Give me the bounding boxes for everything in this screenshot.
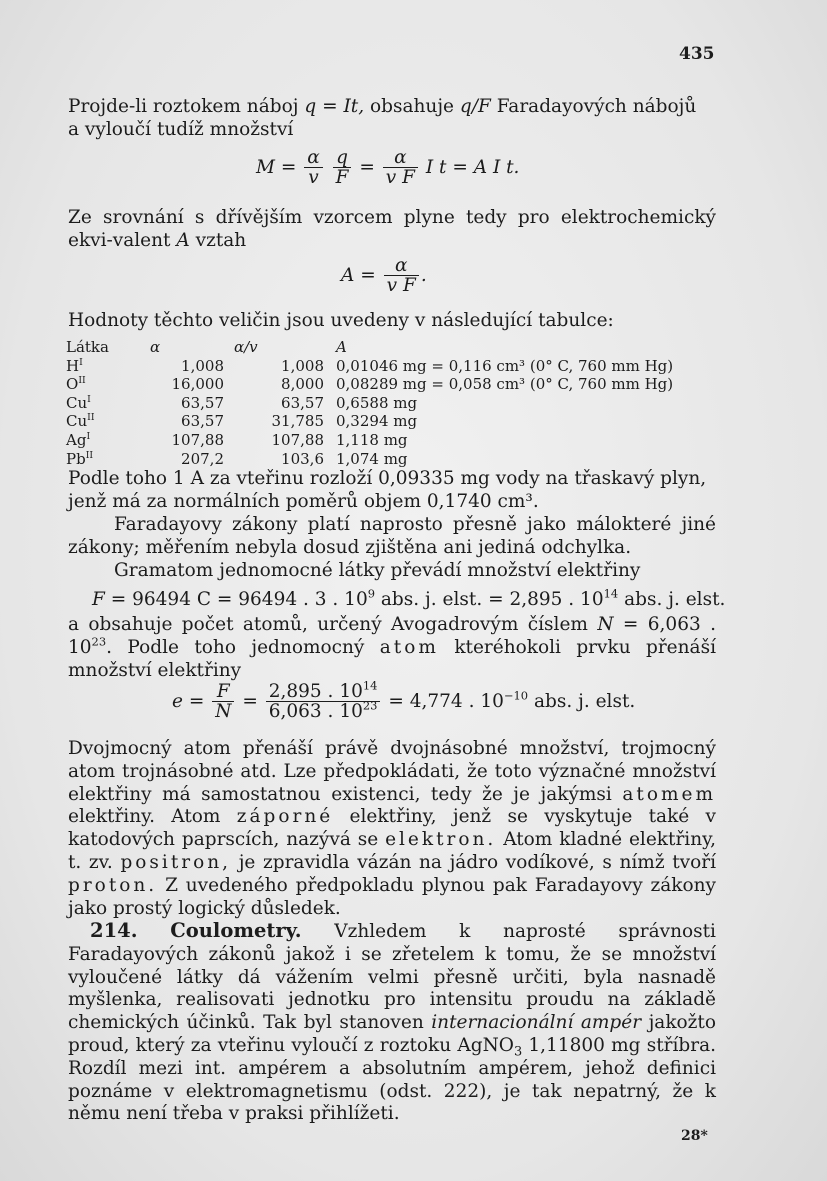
- text: Z uvedeného předpokladu plynou pak Faradayovy zákony jako prostý logický důsledek.: [68, 874, 716, 919]
- frac-den: v F: [386, 275, 416, 297]
- fraction: [266, 678, 381, 723]
- frac-den: v F: [385, 167, 415, 189]
- cell-element: [66, 357, 83, 376]
- eq-part: abs. j. elst. = 2,895 . 10: [375, 589, 604, 610]
- math-N: N: [597, 614, 614, 635]
- element-symbol: Pb: [66, 449, 86, 468]
- spaced-term: záporné: [236, 806, 334, 828]
- fraction: [333, 148, 352, 188]
- valence: I: [86, 430, 91, 442]
- eq-part: abs. j. elst.: [618, 589, 726, 610]
- element-symbol: H: [66, 356, 80, 375]
- text: je zpravidla vázán na jádro vodíkové, s nímž tvoří: [238, 851, 716, 873]
- cell-element: [66, 450, 93, 469]
- eq-dot: .: [420, 264, 427, 286]
- equation-1: [256, 148, 519, 188]
- cell-alpha: 107,88: [171, 430, 224, 449]
- number: 6,063 . 10: [268, 701, 363, 723]
- eq-lhs: M =: [256, 156, 297, 178]
- frac-num: α: [304, 148, 323, 168]
- frac-den: N: [215, 701, 232, 723]
- cell-alpha-v: 8,000: [281, 375, 324, 394]
- text: obsahuje: [369, 96, 455, 117]
- text: jakožto proud, který za vteřinu vyloučí z roztoku AgNO: [68, 1012, 716, 1056]
- text: elektřiny. Atom: [68, 806, 221, 828]
- cell-alpha: 63,57: [181, 412, 224, 431]
- eq-part: = 96494 C = 96494 . 3 . 10: [110, 589, 368, 610]
- cell-alpha: 1,008: [181, 356, 224, 375]
- valence: II: [85, 449, 94, 461]
- valence: II: [87, 412, 95, 424]
- exponent: 9: [367, 586, 376, 601]
- text: Faradayových nábojů: [496, 96, 697, 117]
- para-1-line-2: a vyloučí tudíž množství: [68, 119, 294, 140]
- text: a obsahuje počet atomů, určený Avogadrovým číslem: [68, 614, 588, 635]
- math-qF: q/F: [459, 96, 491, 117]
- exponent: 23: [91, 634, 107, 649]
- cell-A: 0,01046 mg = 0,116 cm³ (0° C, 760 mm Hg): [336, 356, 674, 375]
- section-number: 214.: [90, 919, 138, 942]
- para-1-line-1: [68, 96, 696, 119]
- col-header: A: [336, 338, 347, 356]
- cell-alpha-v: 103,6: [281, 449, 324, 468]
- eq-lhs: e =: [172, 690, 205, 712]
- exponent: 14: [603, 586, 619, 601]
- section-214: [68, 920, 716, 1126]
- cell-A: 1,118 mg: [336, 430, 408, 449]
- eq-tail: I t = A I t.: [425, 156, 520, 178]
- frac-num: α: [384, 256, 419, 276]
- element-symbol: O: [66, 375, 79, 394]
- cell-A: 0,6588 mg: [336, 393, 418, 412]
- eq-lhs: F: [92, 589, 105, 610]
- valence: II: [78, 375, 86, 387]
- exponent: 23: [362, 698, 378, 713]
- para-4: Faradayovy zákony platí naprosto přesně jako málokteré jiné zákony; měřením nebyla dosud zjištěna ani jediná odchylka.: [68, 514, 716, 558]
- spaced-term: elektron.: [385, 829, 497, 851]
- element-symbol: Ag: [66, 430, 87, 449]
- text: kteréhokoli prvku přenáší množství elektřiny: [68, 636, 716, 681]
- text: elektřiny, jenž se vyskytuje také v katodových paprscích, nazývá se: [68, 806, 716, 851]
- para-2: [68, 207, 716, 253]
- cell-alpha: 207,2: [181, 449, 224, 468]
- element-symbol: Cu: [66, 393, 88, 412]
- element-symbol: Cu: [66, 412, 88, 431]
- cell-alpha-v: 31,785: [271, 412, 324, 431]
- spaced-term: positron,: [120, 851, 232, 873]
- subscript: 3: [513, 1044, 523, 1060]
- col-header: α: [150, 338, 161, 356]
- col-header: α/v: [234, 338, 258, 356]
- italic-term: internacionální ampér: [431, 1012, 642, 1034]
- frac-num: α: [383, 148, 418, 168]
- para-7: [68, 738, 716, 920]
- cell-alpha: 16,000: [171, 375, 224, 394]
- frac-den: F: [335, 167, 349, 189]
- spaced-term: proton.: [68, 874, 158, 896]
- frac-den: [266, 698, 381, 723]
- cell-alpha: 63,57: [181, 393, 224, 412]
- exponent: −10: [503, 688, 529, 703]
- frac-den: v: [308, 167, 319, 189]
- cell-alpha-v: 63,57: [281, 393, 324, 412]
- page-number: 435: [679, 44, 715, 64]
- eq-part: abs. j. elst.: [528, 690, 636, 712]
- text: vztah: [195, 229, 247, 251]
- para-3-line-2: jenž má za normálních poměrů objem 0,1740 cm³.: [68, 491, 539, 512]
- cell-alpha-v: 1,008: [281, 356, 324, 375]
- number: 2,895 . 10: [268, 681, 363, 702]
- spaced-term: atomem: [622, 783, 716, 805]
- equation-3: [92, 586, 726, 612]
- col-header: Látka: [66, 338, 109, 356]
- eq-sign: =: [359, 156, 375, 178]
- spaced-term: atom: [379, 636, 439, 658]
- fraction: [304, 148, 323, 188]
- cell-A: 0,3294 mg: [336, 412, 418, 431]
- para-3-line-1: Podle toho 1 A za vteřinu rozloží 0,09335 mg vody na třaskavý plyn,: [68, 468, 707, 489]
- eq-lhs: A =: [341, 264, 376, 286]
- text: Projde-li roztokem náboj: [68, 96, 299, 117]
- fraction: [383, 148, 418, 188]
- cell-element: [66, 394, 91, 413]
- para-5: Gramatom jednomocné látky převádí množství elektřiny: [114, 560, 641, 581]
- fraction: [384, 256, 419, 296]
- eq-part: = 4,774 . 10: [388, 690, 504, 712]
- cell-element: [66, 431, 90, 450]
- section-title: Coulometry.: [170, 919, 302, 942]
- frac-num: F: [212, 682, 234, 702]
- text: . Podle toho jednomocný: [106, 636, 365, 658]
- equation-2: [341, 256, 427, 296]
- frac-num: q: [333, 148, 352, 168]
- equation-4: [172, 678, 636, 723]
- eq-sign: =: [242, 690, 258, 712]
- cell-element: [66, 412, 95, 431]
- text: 1,11800 mg stříbra. Rozdíl mezi int. ampérem a absolutním ampérem, jehož definici poznáme v elektromagnetismu (odst. 222), je tak nepatrný, že k němu není třeba v praksi přihlížeti.: [68, 1034, 716, 1125]
- exponent: 14: [362, 678, 378, 693]
- text: Ze srovnání s dřívějším vzorcem plyne tedy pro elektrochemický ekvi-valent: [68, 207, 716, 251]
- cell-alpha-v: 107,88: [271, 430, 324, 449]
- valence: I: [79, 356, 83, 368]
- math-q: q = It,: [304, 96, 365, 117]
- cell-A: 0,08289 mg = 0,058 cm³ (0° C, 760 mm Hg): [336, 375, 674, 394]
- math-A: A: [176, 229, 190, 251]
- printer-signature: 28*: [681, 1128, 708, 1144]
- table-intro: Hodnoty těchto veličin jsou uvedeny v následující tabulce:: [68, 310, 614, 331]
- cell-A: 1,074 mg: [336, 449, 408, 468]
- cell-element: [66, 375, 86, 394]
- text: = 6,063 . 10: [68, 614, 717, 658]
- text: Dvojmocný atom přenáší právě dvojnásobné množství, trojmocný atom trojnásobné atd. Lze předpokládati, že toto význačné množství elektřiny má samostatnou existenci, tedy že je jakýmsi: [68, 738, 716, 805]
- valence: I: [87, 393, 91, 405]
- text: Atom kladné elektřiny, t. zv.: [68, 829, 716, 873]
- para-6: [68, 614, 716, 682]
- fraction: [212, 682, 234, 722]
- text: Vzhledem k naprosté správnosti Faradayových zákonů jakož i se zřetelem k tomu, že se množství vyloučené látky dá vážením velmi přesně určiti, byla nasnadě myšlenka, realisovati jednotku pro intensitu proudu na základě chemických účinků. Tak byl stanoven: [68, 921, 716, 1034]
